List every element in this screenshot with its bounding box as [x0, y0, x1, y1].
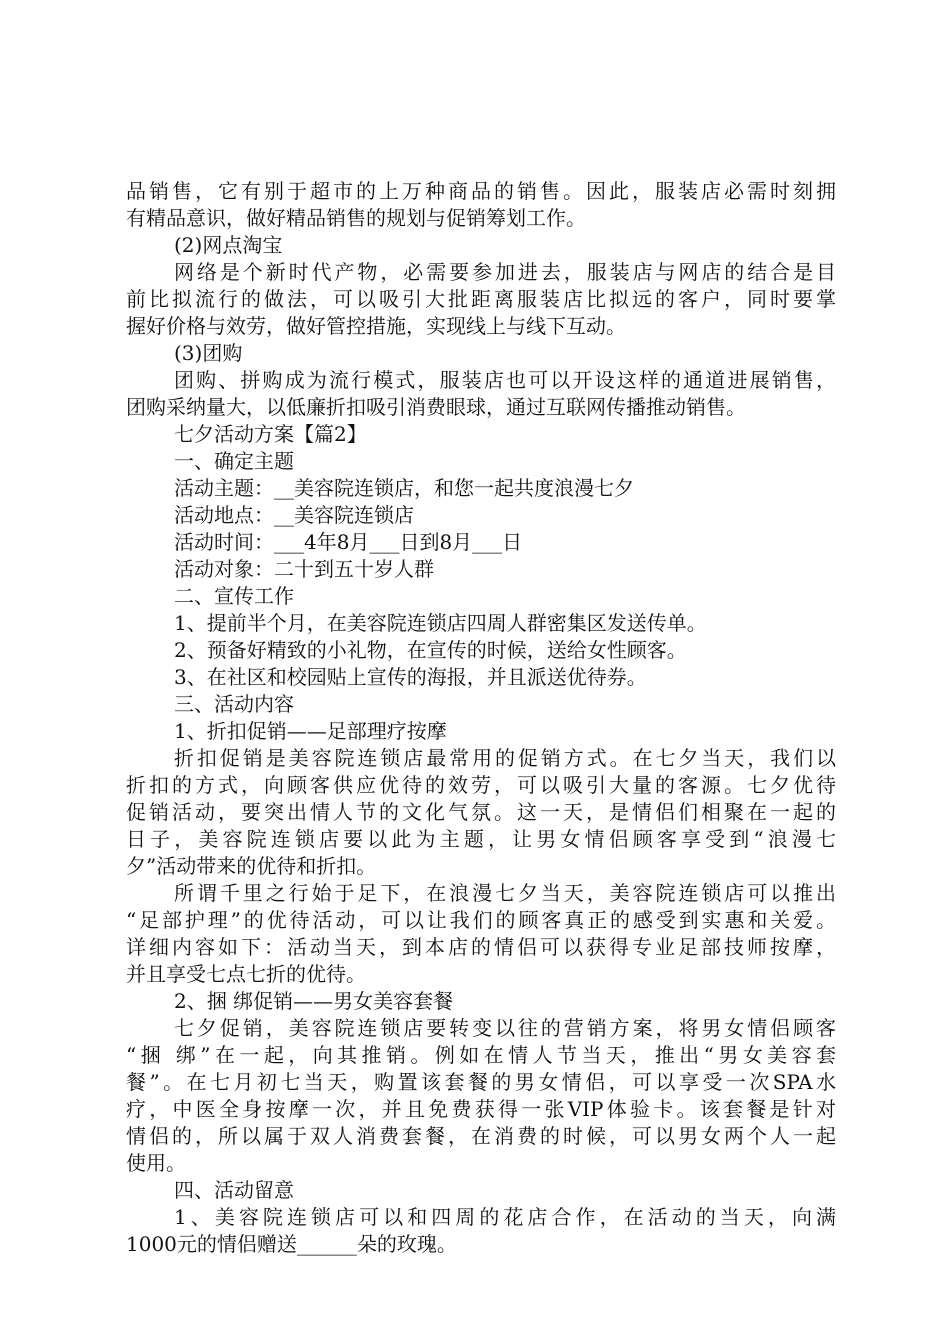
- text-line: 七夕促销，美容院连锁店要转变以往的营销方案，将男女情侣顾客: [174, 1016, 836, 1040]
- text-line: 夕”活动带来的优待和折扣。: [126, 854, 377, 878]
- text-line: 疗，中医全身按摩一次，并且免费获得一张VIP体验卡。该套餐是针对: [126, 1097, 836, 1121]
- text-line: 折扣的方式，向顾客供应优待的效劳，可以吸引大量的客源。七夕优待: [126, 773, 836, 797]
- section-subheading: (3)团购: [174, 341, 243, 365]
- text-line: 品销售，它有别于超市的上万种商品的销售。因此，服装店必需时刻拥: [126, 179, 836, 203]
- text-line: 活动对象：二十到五十岁人群: [174, 557, 434, 581]
- text-line: 1、美容院连锁店可以和四周的花店合作，在活动的当天，向满: [174, 1205, 836, 1229]
- text-line: 团购、拼购成为流行模式，服装店也可以开设这样的通道进展销售，: [174, 368, 836, 392]
- section-heading: 四、活动留意: [174, 1178, 294, 1202]
- text-line: 日子，美容院连锁店要以此为主题，让男女情侣顾客享受到“浪漫七: [126, 827, 836, 851]
- text-line: 团购采纳量大，以低廉折扣吸引消费眼球，通过互联网传播推动销售。: [126, 395, 746, 419]
- text-line: 2、预备好精致的小礼物，在宣传的时候，送给女性顾客。: [174, 638, 687, 662]
- section-heading: 二、宣传工作: [174, 584, 294, 608]
- text-line: 3、在社区和校园贴上宣传的海报，并且派送优待券。: [174, 665, 647, 689]
- section-subheading: 2、捆 绑促销——男女美容套餐: [174, 989, 454, 1013]
- text-line: 促销活动，要突出情人节的文化气氛。这一天，是情侣们相聚在一起的: [126, 800, 836, 824]
- section-title: 七夕活动方案【篇2】: [174, 422, 367, 446]
- text-line: 握好价格与效劳，做好管控措施，实现线上与线下互动。: [126, 314, 626, 338]
- text-line: 活动主题：__美容院连锁店，和您一起共度浪漫七夕: [174, 476, 634, 500]
- text-line: 活动时间：___4年8月___日到8月___日: [174, 530, 523, 554]
- text-line: 活动地点：__美容院连锁店: [174, 503, 414, 527]
- text-line: 1、提前半个月，在美容院连锁店四周人群密集区发送传单。: [174, 611, 707, 635]
- text-line: 有精品意识，做好精品销售的规划与促销筹划工作。: [126, 206, 586, 230]
- text-line: 折扣促销是美容院连锁店最常用的促销方式。在七夕当天，我们以: [174, 746, 836, 770]
- section-heading: 三、活动内容: [174, 692, 294, 716]
- text-line: 所谓千里之行始于足下，在浪漫七夕当天，美容院连锁店可以推出: [174, 881, 836, 905]
- section-subheading: 1、折扣促销——足部理疗按摩: [174, 719, 447, 743]
- text-line: “捆 绑”在一起，向其推销。例如在情人节当天，推出“男女美容套: [126, 1043, 836, 1067]
- section-subheading: (2)网点淘宝: [174, 233, 283, 257]
- text-line: 网络是个新时代产物，必需要参加进去，服装店与网店的结合是目: [174, 260, 836, 284]
- text-line: 使用。: [126, 1151, 186, 1175]
- section-heading: 一、确定主题: [174, 449, 294, 473]
- text-line: 餐”。在七月初七当天，购置该套餐的男女情侣，可以享受一次SPA水: [126, 1070, 836, 1094]
- text-line: 详细内容如下：活动当天，到本店的情侣可以获得专业足部技师按摩，: [126, 935, 836, 959]
- text-line: 情侣的，所以属于双人消费套餐，在消费的时候，可以男女两个人一起: [126, 1124, 836, 1148]
- text-line: 1000元的情侣赠送______朵的玫瑰。: [126, 1232, 457, 1256]
- text-line: 并且享受七点七折的优待。: [126, 962, 366, 986]
- text-line: 前比拟流行的做法，可以吸引大批距离服装店比拟远的客户，同时要掌: [126, 287, 836, 311]
- text-line: “足部护理”的优待活动，可以让我们的顾客真正的感受到实惠和关爱。: [126, 908, 836, 932]
